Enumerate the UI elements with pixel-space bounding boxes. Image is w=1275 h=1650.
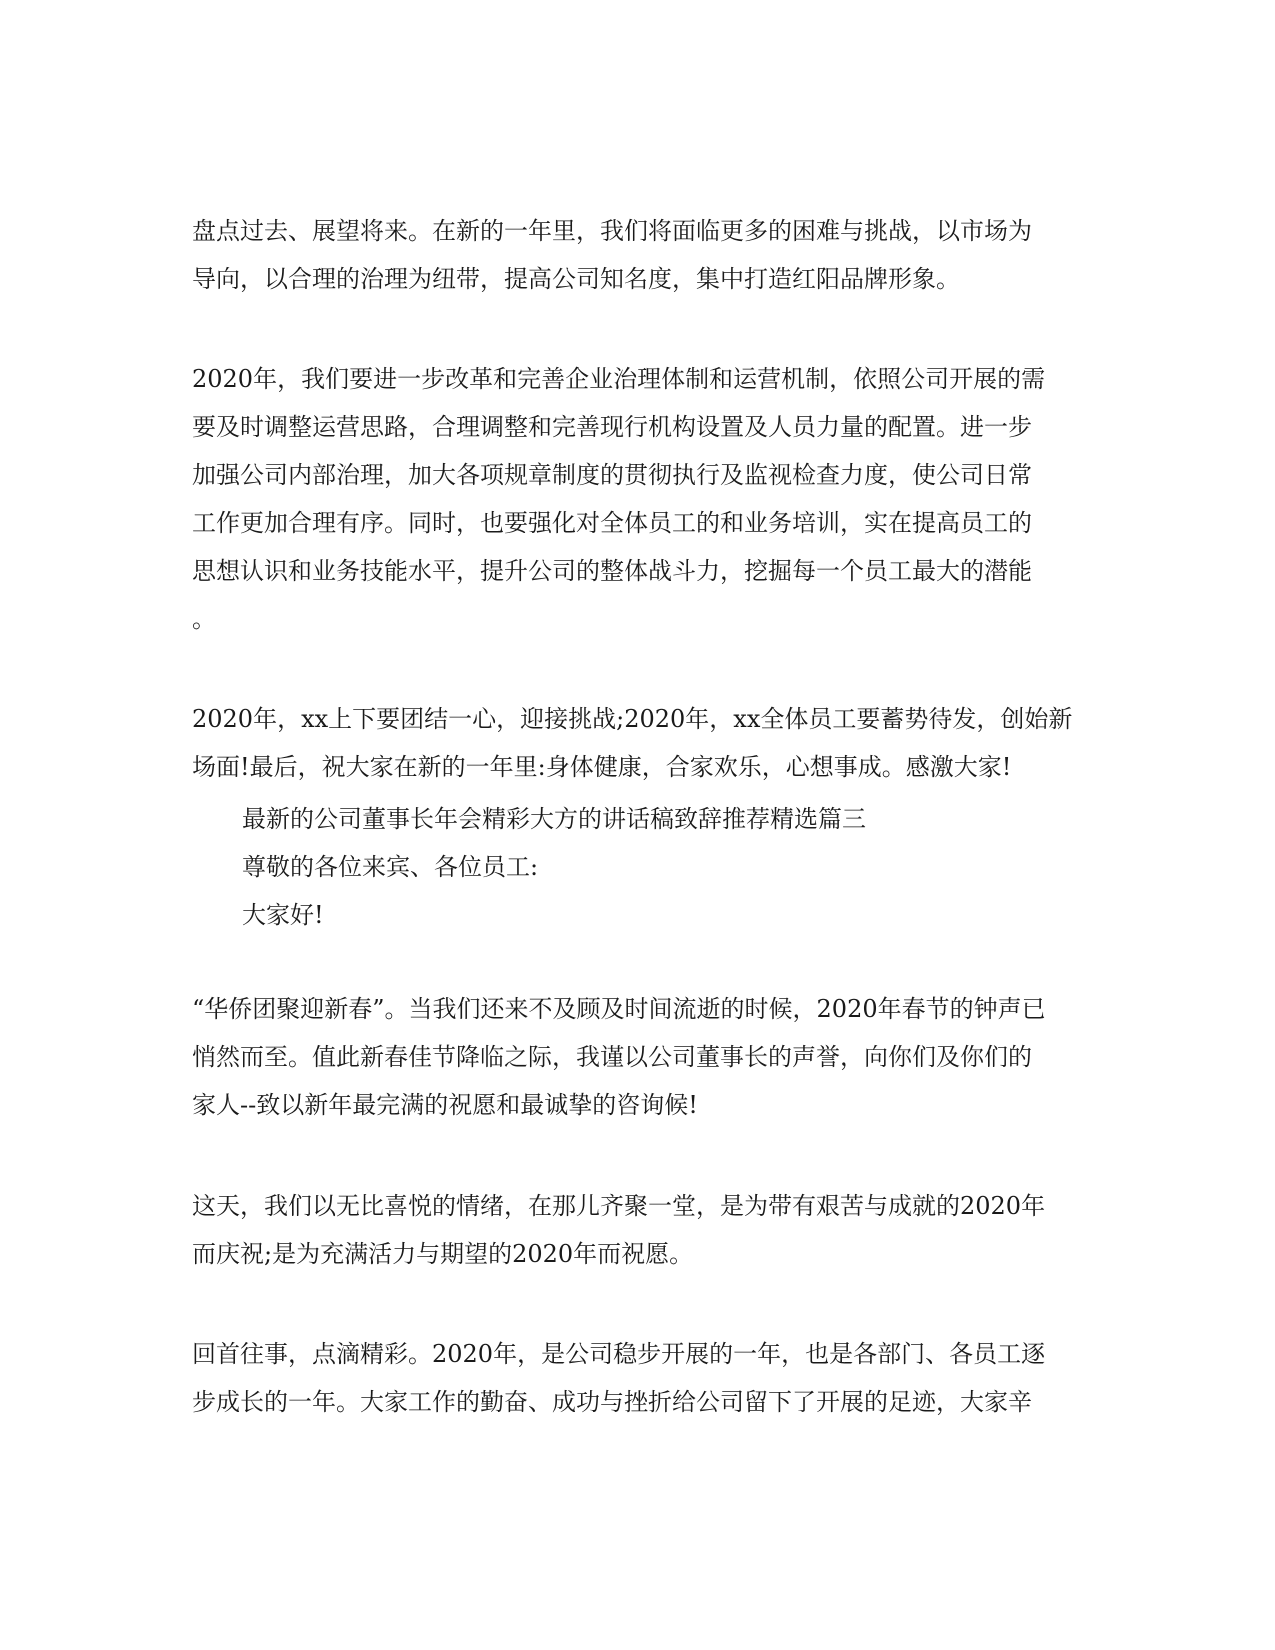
text-line: “华侨团聚迎新春”。当我们还来不及顾及时间流逝的时候，2020年春节的钟声已 bbox=[192, 995, 1046, 1023]
text-line: 家人--致以新年最完满的祝愿和最诚挚的咨询候! bbox=[192, 1091, 698, 1119]
text-line: 这天，我们以无比喜悦的情绪，在那儿齐聚一堂，是为带有艰苦与成就的2020年 bbox=[192, 1192, 1046, 1220]
salutation: 尊敬的各位来宾、各位员工: bbox=[242, 853, 539, 881]
text-line: 加强公司内部治理，加大各项规章制度的贯彻执行及监视检查力度，使公司日常 bbox=[192, 461, 1032, 489]
text-line: 悄然而至。值此新春佳节降临之际，我谨以公司董事长的声誉，向你们及你们的 bbox=[192, 1043, 1032, 1071]
paragraph bbox=[192, 1330, 1082, 1426]
paragraph bbox=[192, 207, 1082, 303]
text-line: 2020年，xx上下要团结一心，迎接挑战;2020年，xx全体员工要蓄势待发，创始新 bbox=[192, 705, 1073, 733]
paragraph bbox=[192, 1182, 1082, 1278]
greeting: 大家好! bbox=[242, 901, 324, 929]
section-heading-block bbox=[192, 795, 1082, 939]
paragraph bbox=[192, 355, 1082, 643]
text-line: 导向，以合理的治理为纽带，提高公司知名度，集中打造红阳品牌形象。 bbox=[192, 265, 960, 293]
text-line: 回首往事，点滴精彩。2020年，是公司稳步开展的一年，也是各部门、各员工逐 bbox=[192, 1340, 1046, 1368]
text-line: 步成长的一年。大家工作的勤奋、成功与挫折给公司留下了开展的足迹，大家辛 bbox=[192, 1388, 1032, 1416]
text-line: 要及时调整运营思路，合理调整和完善现行机构设置及人员力量的配置。进一步 bbox=[192, 413, 1032, 441]
text-line: 盘点过去、展望将来。在新的一年里，我们将面临更多的困难与挑战，以市场为 bbox=[192, 217, 1032, 245]
paragraph bbox=[192, 695, 1082, 791]
text-line: 思想认识和业务技能水平，提升公司的整体战斗力，挖掘每一个员工最大的潜能 bbox=[192, 557, 1032, 585]
section-title: 最新的公司董事长年会精彩大方的讲话稿致辞推荐精选篇三 bbox=[242, 805, 866, 833]
text-line: 2020年，我们要进一步改革和完善企业治理体制和运营机制，依照公司开展的需 bbox=[192, 365, 1046, 393]
text-line: 。 bbox=[192, 605, 216, 633]
paragraph bbox=[192, 985, 1082, 1129]
text-line: 而庆祝;是为充满活力与期望的2020年而祝愿。 bbox=[192, 1240, 694, 1268]
text-line: 工作更加合理有序。同时，也要强化对全体员工的和业务培训，实在提高员工的 bbox=[192, 509, 1032, 537]
text-line: 场面!最后，祝大家在新的一年里:身体健康，合家欢乐，心想事成。感激大家! bbox=[192, 753, 1012, 781]
